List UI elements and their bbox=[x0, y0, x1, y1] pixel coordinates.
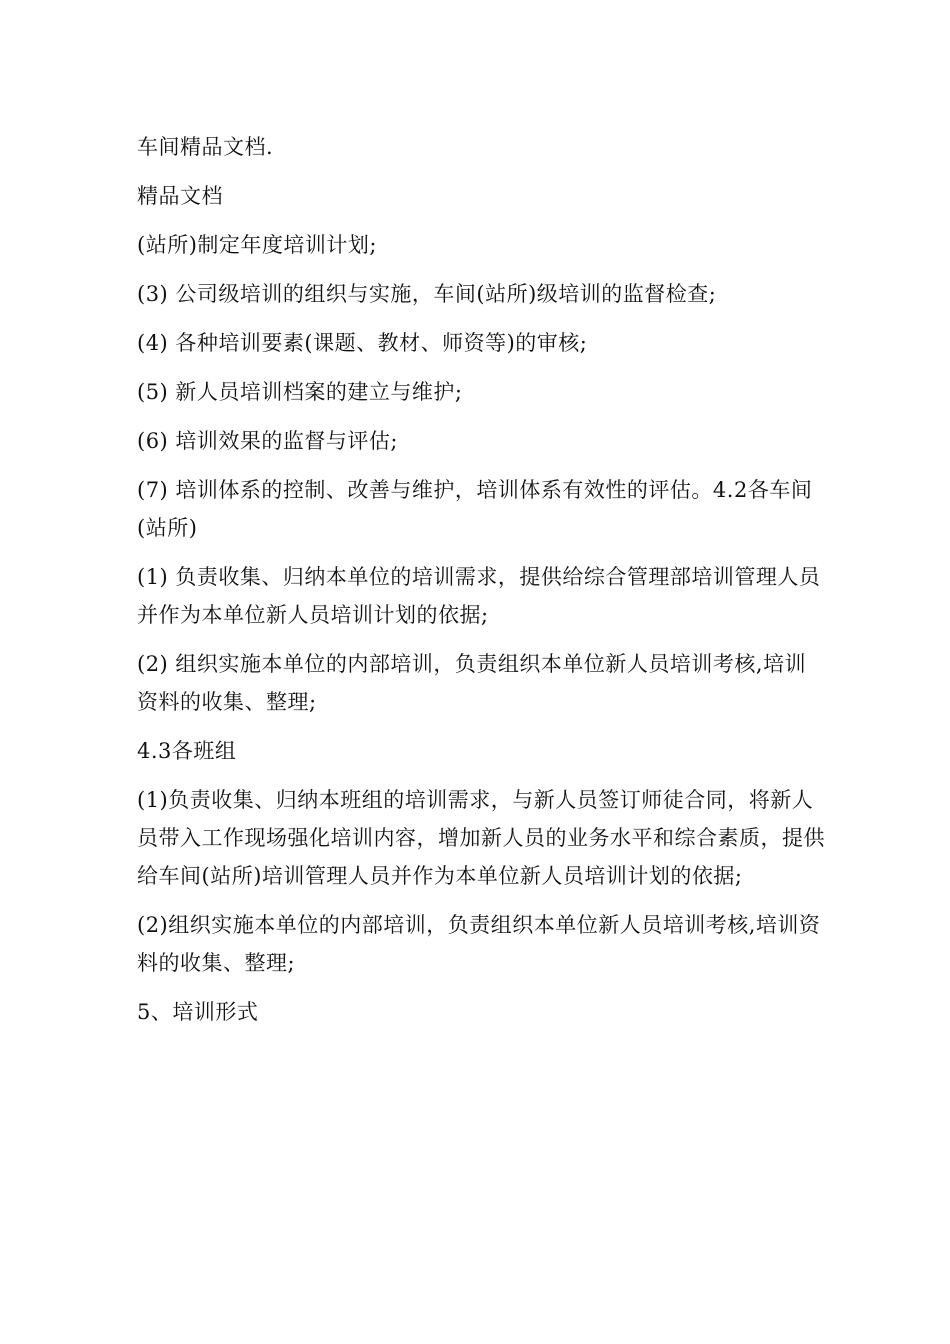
paragraph: (2)组织实施本单位的内部培训，负责组织本单位新人员培训考核,培训资料的收集、整理; bbox=[137, 913, 821, 975]
paragraph: (站所)制定年度培训计划; bbox=[137, 233, 377, 257]
paragraph: (1) 负责收集、归纳本单位的培训需求，提供给综合管理部培训管理人员并作为本单位新人员培训计划的依据; bbox=[137, 565, 821, 627]
paragraph: (3) 公司级培训的组织与实施，车间(站所)级培训的监督检查; bbox=[137, 282, 717, 306]
section-heading: 4.3各班组 bbox=[137, 739, 237, 763]
paragraph: (1)负责收集、归纳本班组的培训需求，与新人员签订师徒合同，将新人员带入工作现场强化培训内容，增加新人员的业务水平和综合素质，提供给车间(站所)培训管理人员并作为本单位新人员培训计划的依据; bbox=[137, 788, 825, 888]
paragraph: (5) 新人员培训档案的建立与维护; bbox=[137, 380, 463, 404]
paragraph: (4) 各种培训要素(课题、教材、师资等)的审核; bbox=[137, 331, 588, 355]
header-title: 车间精品文档. bbox=[137, 135, 274, 159]
paragraph: (2) 组织实施本单位的内部培训，负责组织本单位新人员培训考核,培训资料的收集、整理; bbox=[137, 652, 807, 714]
document-body bbox=[137, 128, 827, 1042]
paragraph: (7) 培训体系的控制、改善与维护，培训体系有效性的评估。4.2各车间(站所) bbox=[137, 478, 813, 540]
paragraph: (6) 培训效果的监督与评估; bbox=[137, 429, 398, 453]
section-heading: 5、培训形式 bbox=[137, 1000, 259, 1024]
subheader: 精品文档 bbox=[137, 184, 223, 208]
